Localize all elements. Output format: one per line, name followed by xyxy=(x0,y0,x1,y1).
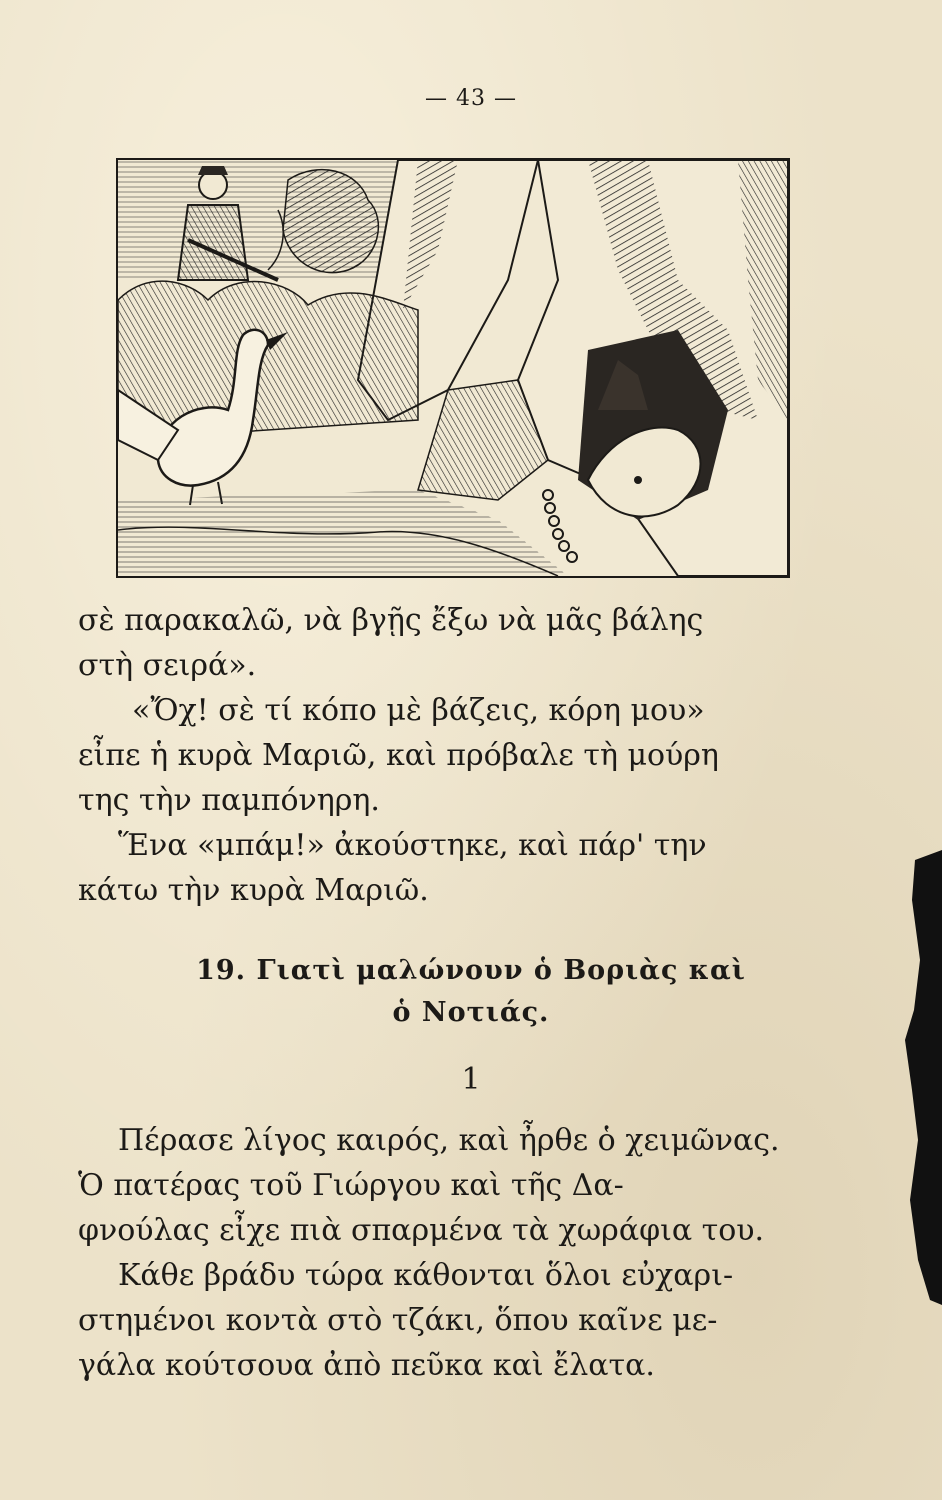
text-line: εἶπε ἡ κυρὰ Μαριῶ, καὶ πρόβαλε τὴ μούρη xyxy=(78,738,719,773)
text-line: της τὴν παμπόνηρη. xyxy=(78,783,380,818)
section-number: 1 xyxy=(461,1062,481,1097)
text-line: «Ὄχ! σὲ τί κόπο μὲ βάζεις, κόρη μου» xyxy=(132,693,705,728)
text-line: Ὁ πατέρας τοῦ Γιώργου καὶ τῆς Δα- xyxy=(78,1168,624,1203)
illustration-hunter-goose-fox xyxy=(116,158,790,578)
chapter-heading-line-2: ὁ Νοτιάς. xyxy=(392,997,550,1028)
text-line: Πέρασε λίγος καιρός, καὶ ἦρθε ὁ χειμῶνας. xyxy=(118,1123,780,1158)
paragraph-5 xyxy=(78,1253,828,1388)
text-line: σὲ παρακαλῶ, νὰ βγῇς ἔξω νὰ μᾶς βάλης xyxy=(78,603,704,638)
chapter-heading xyxy=(0,950,942,1034)
text-line: στὴ σειρά». xyxy=(78,648,257,683)
chapter-heading-line-1: 19. Γιατὶ μαλώνουν ὁ Βοριὰς καὶ xyxy=(196,955,746,986)
paragraph-3 xyxy=(78,823,828,913)
text-line: στημένοι κοντὰ στὸ τζάκι, ὅπου καῖνε με- xyxy=(78,1303,718,1338)
paragraph-1 xyxy=(78,598,828,688)
text-line: γάλα κούτσουα ἀπὸ πεῦκα καὶ ἔλατα. xyxy=(78,1348,655,1383)
text-line: Κάθε βράδυ τώρα κάθονται ὅλοι εὐχαρι- xyxy=(118,1258,734,1293)
paragraph-2 xyxy=(78,688,828,823)
paragraph-4 xyxy=(78,1118,828,1253)
text-line: κάτω τὴν κυρὰ Μαριῶ. xyxy=(78,873,429,908)
text-line: φνούλας εἶχε πιὰ σπαρμένα τὰ χωράφια του. xyxy=(78,1213,765,1248)
text-line: Ἕνα «μπάμ!» ἀκούστηκε, καὶ πάρ' την xyxy=(118,828,707,863)
page-number: — 43 — xyxy=(425,86,517,111)
